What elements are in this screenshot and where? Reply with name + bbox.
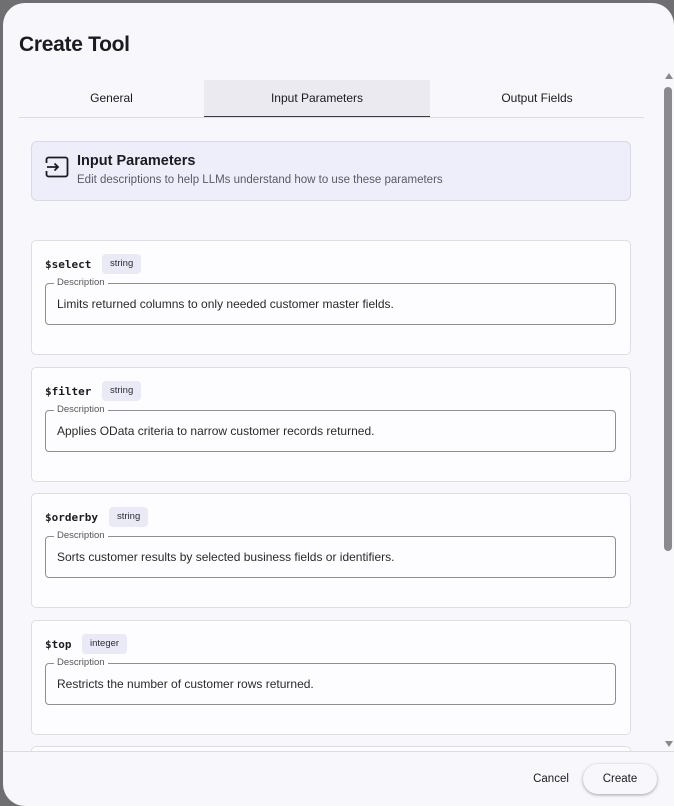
description-value[interactable]: Limits returned columns to only needed customer master fields. <box>57 297 394 311</box>
tab-bar <box>19 80 644 118</box>
parameter-card <box>31 367 631 482</box>
info-subtitle: Edit descriptions to help LLMs understand how to use these parameters <box>77 174 443 186</box>
info-banner <box>31 141 631 201</box>
parameter-name: $orderby <box>45 511 98 524</box>
field-label: Description <box>54 530 108 542</box>
scroll-up-arrow-icon[interactable] <box>665 73 673 79</box>
create-tool-dialog <box>3 3 674 806</box>
scrollbar-thumb[interactable] <box>664 87 672 551</box>
parameter-type-badge: string <box>102 254 141 274</box>
parameter-type-badge: string <box>109 507 148 527</box>
create-button[interactable]: Create <box>583 764 657 794</box>
tab-input-parameters[interactable]: Input Parameters <box>204 80 430 117</box>
field-label: Description <box>54 277 108 289</box>
parameter-card <box>31 620 631 735</box>
description-field[interactable] <box>45 277 616 325</box>
description-value[interactable]: Applies OData criteria to narrow customer records returned. <box>57 424 375 438</box>
description-value[interactable]: Sorts customer results by selected business fields or identifiers. <box>57 550 395 564</box>
description-field[interactable] <box>45 657 616 705</box>
input-icon <box>45 156 69 178</box>
parameter-type-badge: string <box>102 381 141 401</box>
field-label: Description <box>54 657 108 669</box>
description-field[interactable] <box>45 404 616 452</box>
parameter-card <box>31 240 631 355</box>
description-field[interactable] <box>45 530 616 578</box>
scroll-content[interactable] <box>3 118 663 751</box>
tab-general[interactable]: General <box>90 91 133 105</box>
parameter-card <box>31 493 631 608</box>
scrollbar[interactable] <box>663 73 674 753</box>
parameter-type-badge: integer <box>82 634 127 654</box>
cancel-button[interactable]: Cancel <box>533 773 569 785</box>
footer-divider <box>3 751 674 752</box>
parameter-name: $top <box>45 638 72 651</box>
scroll-down-arrow-icon[interactable] <box>665 741 673 747</box>
field-label: Description <box>54 404 108 416</box>
tab-output-fields[interactable]: Output Fields <box>501 91 573 105</box>
info-title: Input Parameters <box>77 153 196 169</box>
dialog-title: Create Tool <box>19 33 130 56</box>
parameter-name: $filter <box>45 385 92 398</box>
parameter-name: $select <box>45 258 92 271</box>
description-value[interactable]: Restricts the number of customer rows returned. <box>57 677 314 691</box>
